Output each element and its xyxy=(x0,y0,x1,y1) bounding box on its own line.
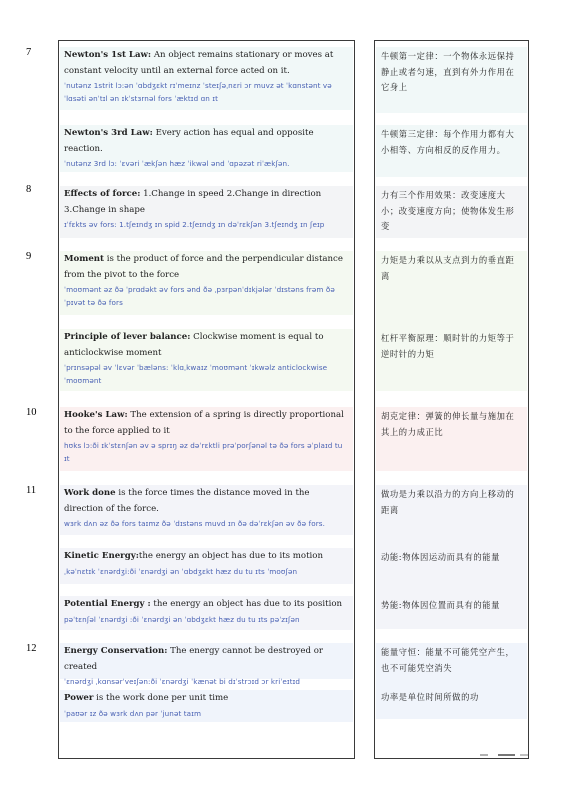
chinese-translation: 力矩是力乘以从支点到力的垂直距离 xyxy=(381,255,515,281)
chinese-effects-of-force xyxy=(376,186,527,238)
chinese-translation: 能量守恒：能量不可能凭空产生，也不可能凭空消失 xyxy=(381,647,515,673)
entry-kinetic-energy xyxy=(60,548,353,584)
definition: Every action has equal and opposite reaction. xyxy=(64,128,314,154)
definition: The energy cannot be destroyed or created xyxy=(64,646,323,672)
definition-line xyxy=(64,252,349,283)
chinese-power xyxy=(376,688,527,718)
phonetic-transcription: ˈpaʊər ɪz ðə wɜrk dʌn pər ˈjunət taɪm xyxy=(64,708,202,718)
definition-line xyxy=(64,187,349,218)
chinese-translation: 胡克定律：弹簧的伸长量与施加在其上的力成正比 xyxy=(381,411,515,437)
definition-line xyxy=(64,597,349,613)
chinese-translation: 牛顿第三定律：每个作用力都有大小相等、方向相反的反作用力。 xyxy=(381,129,515,155)
term-separator: : xyxy=(124,410,128,420)
term-separator: : xyxy=(144,599,151,609)
phonetic-transcription: pəˈtɛnʃəl ˈɛnərdʒi :ði ˈɛnərdʒi ən ˈɑbdʒɛkt hæz du tu ɪts pəˈzɪʃən xyxy=(64,614,300,624)
definition: the energy an object has due to its position xyxy=(153,599,343,609)
term-separator: : xyxy=(147,50,152,60)
definition-line xyxy=(64,330,349,361)
phonetic-transcription: ˈnutənz 3rd lɔ: ˈɛvəri ˈækʃən hæz ˈikwəl ənd ˈɑpəzət riˈækʃən. xyxy=(64,159,290,168)
term: Potential Energy xyxy=(64,599,145,609)
entry-power xyxy=(60,690,353,722)
term-separator: : xyxy=(135,551,139,561)
definition-line xyxy=(64,408,349,439)
entry-work-done xyxy=(60,485,353,535)
definition: 1.Change in speed 2.Change in direction 3.Change in shape xyxy=(64,189,322,215)
row-number: 7 xyxy=(26,47,32,58)
definition: is the product of force and the perpendicular distance from the pivot to the force xyxy=(64,254,343,280)
phonetic-transcription: ˈnutənz 1strit lɔ:ən ˈɑbdʒɛkt rɪˈmeɪnz ˈsteɪʃəˌnɛri ɔr muvz ət ˈkɑnstənt vəˈlɑsəti ənˈtɪl ən ɪkˈstɜrnəl fors ˈæktɪd ɑn ɪt xyxy=(64,81,332,103)
phonetic-transcription: wɜrk dʌn əz ðə fors taɪmz ðə ˈdɪstəns muvd ɪn ðə dəˈrɛkʃən əv ðə fors. xyxy=(64,519,325,528)
phonetic-transcription: ɪˈfɛkts əv fors: 1.tʃeɪndʒ ɪn spid 2.tʃeɪndʒ ɪn dəˈrɛkʃən 3.tʃeɪndʒ ɪn ʃeɪp xyxy=(64,220,325,229)
term: Power xyxy=(64,693,94,703)
definition: Clockwise moment is equal to anticlockwise moment xyxy=(64,332,324,358)
term: Hooke's Law xyxy=(64,410,125,420)
term: Principle of lever balance xyxy=(64,332,188,342)
phonetic-transcription: ˈprɪnsəpəl əv ˈlɛvər ˈbæləns: ˈklɑˌkwaɪz ˈmoʊmənt ˈɪkwəlz anticlockwise ˈmoʊmənt xyxy=(64,363,328,385)
term: Kinetic Energy xyxy=(64,551,136,561)
row-number: 11 xyxy=(26,485,37,496)
entry-newtons-third-law xyxy=(60,125,353,172)
chinese-lever-balance xyxy=(376,329,527,369)
definition: is the work done per unit time xyxy=(96,693,229,703)
chinese-translation: 功率是单位时间所做的功 xyxy=(381,692,479,702)
entry-lever-balance xyxy=(60,329,353,391)
chinese-translation: 动能:物体因运动而具有的能量 xyxy=(381,552,501,562)
term: Newton's 3rd Law xyxy=(64,128,150,138)
term: Work done xyxy=(64,488,116,498)
row-number: 10 xyxy=(26,407,37,418)
row-number: 8 xyxy=(26,184,32,195)
entry-potential-energy xyxy=(60,596,353,630)
definition: An object remains stationary or moves at constant velocity until an external force acted on it. xyxy=(64,50,334,76)
chinese-translation: 牛顿第一定律：一个物体永远保持静止或者匀速，直到有外力作用在它身上 xyxy=(381,51,515,92)
definition: is the force times the distance moved in the direction of the force. xyxy=(64,488,310,514)
chinese-translation: 杠杆平衡原理：顺时针的力矩等于逆时针的力矩 xyxy=(381,333,515,359)
chinese-hookes-law xyxy=(376,407,527,471)
term-separator: : xyxy=(149,128,153,138)
definition: the energy an object has due to its motion xyxy=(138,551,324,561)
term-separator: : xyxy=(137,189,141,199)
entry-hookes-law xyxy=(60,407,353,471)
definition-line xyxy=(64,549,349,565)
entry-newtons-first-law xyxy=(60,47,353,110)
definition: The extension of a spring is directly proportional to the force applied to it xyxy=(64,410,344,436)
term-separator: : xyxy=(187,332,191,342)
definition-line xyxy=(64,48,349,79)
row-number: 12 xyxy=(26,643,37,654)
phonetic-transcription: ˈɛnərdʒi ˌkɑnsərˈveɪʃən:ði ˈɛnərdʒi ˈkænət bi dɪˈstrɔɪd ɔr kriˈeɪtɪd xyxy=(64,677,301,686)
definition-line xyxy=(64,126,349,157)
chinese-translation: 势能:物体因位置而具有的能量 xyxy=(381,600,501,610)
term: Moment xyxy=(64,254,105,264)
term: Energy Conservation xyxy=(64,646,165,656)
phonetic-transcription: ˈmoʊmənt əz ðə ˈprɑdəkt əv fors ənd ðə ˌpɜrpənˈdɪkjələr ˈdɪstəns frəm ðə ˈpɪvət tə ðə fors xyxy=(64,285,335,307)
definition-line xyxy=(64,691,349,707)
term: Effects of force xyxy=(64,189,138,199)
page-corner-mark xyxy=(470,752,530,758)
chinese-translation: 力有三个作用效果：改变速度大小；改变速度方向；使物体发生形变 xyxy=(381,190,515,231)
phonetic-transcription: hʊks lɔ:ði ɪkˈstɛnʃən əv ə sprɪŋ əz dəˈrɛktli prəˈporʃənəl tə ðə fors əˈplaɪd tu ɪt xyxy=(64,441,343,463)
entry-energy-conservation xyxy=(60,643,353,686)
chinese-kinetic-energy xyxy=(376,548,527,580)
row-number: 9 xyxy=(26,251,32,262)
entry-effects-of-force xyxy=(60,186,353,238)
chinese-translation: 做功是力乘以沿力的方向上移动的距离 xyxy=(381,489,515,515)
definition-line xyxy=(64,644,349,675)
chinese-potential-energy xyxy=(376,596,527,628)
definition-line xyxy=(64,486,349,517)
chinese-moment xyxy=(376,251,527,391)
entry-moment xyxy=(60,251,353,315)
phonetic-transcription: ˌkəˈnɛtɪk ˈɛnərdʒi:ði ˈɛnərdʒi ən ˈɑbdʒɛkt hæz du tu ɪts ˈmoʊʃən xyxy=(64,566,298,576)
chinese-newtons-third-law xyxy=(376,125,527,177)
term: Newton's 1st Law xyxy=(64,50,148,60)
term-separator: : xyxy=(164,646,168,656)
chinese-newtons-first-law xyxy=(376,47,527,113)
